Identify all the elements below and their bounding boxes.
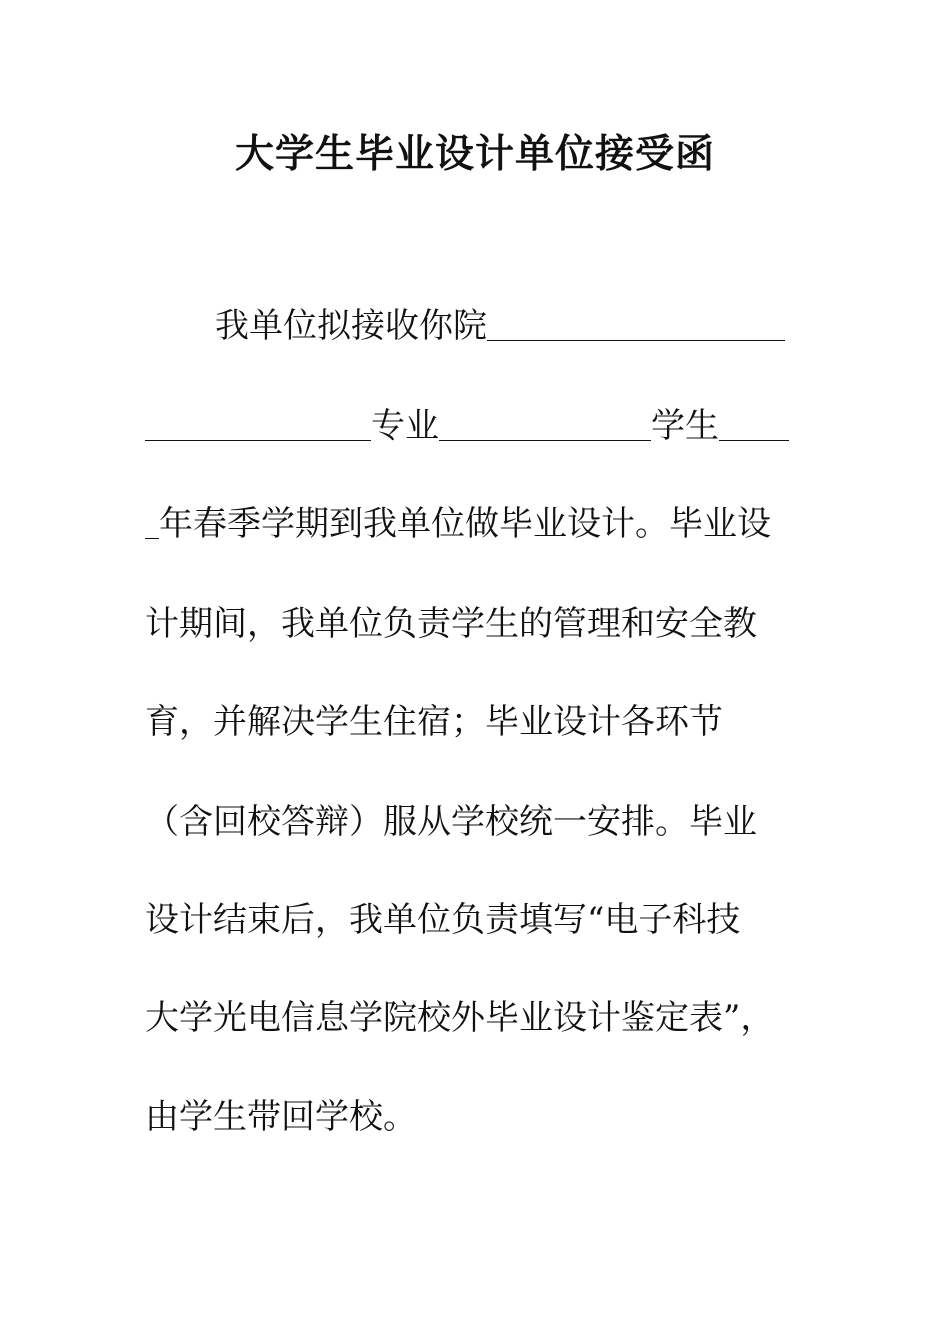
letter-line xyxy=(145,800,805,844)
fill-in-blank-institute-continued[interactable] xyxy=(145,408,371,441)
letter-line xyxy=(145,996,805,1040)
letter-text: （含回校答辩）服从学校统一安排。毕业 xyxy=(145,802,757,842)
letter-line xyxy=(145,304,875,348)
letter-text: 设计结束后，我单位负责填写“电子科技 xyxy=(145,900,741,940)
letter-text: 年春季学期到我单位做毕业设计。毕业设 xyxy=(159,504,771,544)
letter-text: 计期间，我单位负责学生的管理和安全教 xyxy=(145,604,757,644)
fill-in-blank-year[interactable] xyxy=(145,506,159,539)
letter-text: 我单位拟接收你院 xyxy=(215,306,487,346)
letter-text: 大学光电信息学院校外毕业设计鉴定表”， xyxy=(145,998,775,1038)
letter-text: 由学生带回学校。 xyxy=(145,1097,417,1137)
letter-line xyxy=(145,898,805,942)
letter-text: 育，并解决学生住宿；毕业设计各环节 xyxy=(145,702,723,742)
letter-line xyxy=(145,1095,805,1139)
letter-line xyxy=(145,700,805,744)
letter-line xyxy=(145,502,805,546)
document-title: 大学生毕业设计单位接受函 xyxy=(234,131,715,177)
letter-text: 学生 xyxy=(651,406,719,446)
fill-in-blank-student-name[interactable] xyxy=(719,408,789,441)
fill-in-blank-institute[interactable] xyxy=(487,308,785,341)
letter-text: 专业 xyxy=(371,406,439,446)
fill-in-blank-major[interactable] xyxy=(439,408,651,441)
letter-line xyxy=(145,404,805,448)
letter-line xyxy=(145,602,805,646)
